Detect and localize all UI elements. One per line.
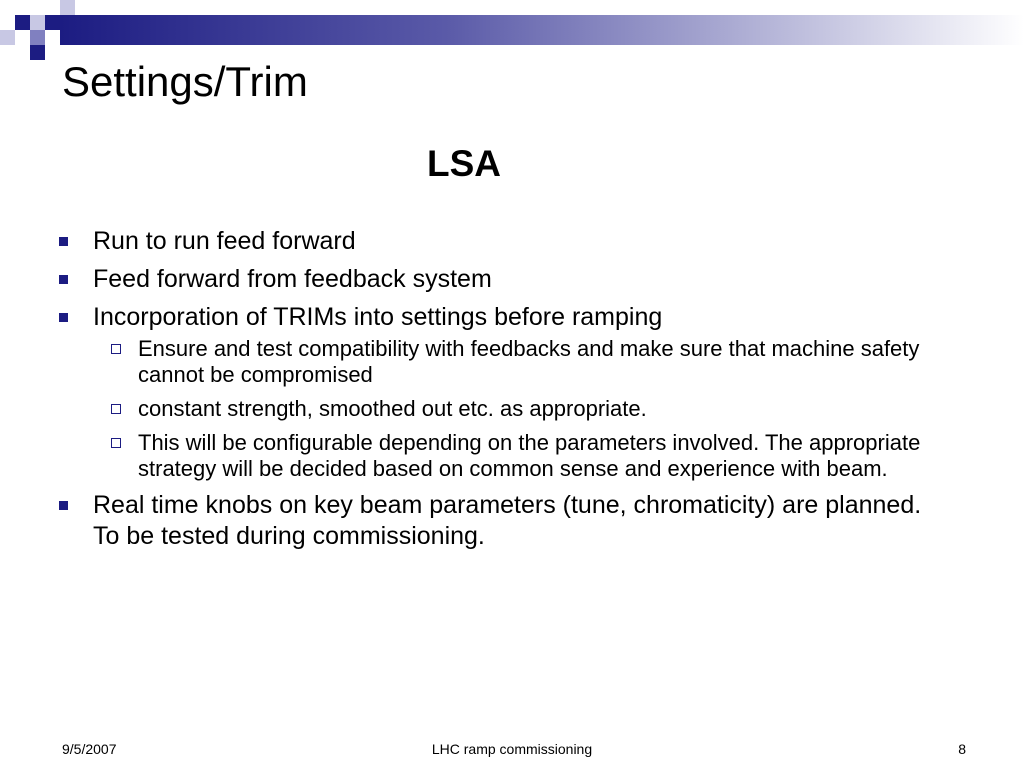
decor-square	[30, 15, 45, 30]
sub-list-item	[93, 396, 936, 422]
slide-subtitle: LSA	[427, 143, 501, 184]
decor-square	[0, 30, 15, 45]
hollow-square-bullet-icon	[111, 344, 121, 354]
list-item	[56, 226, 936, 257]
decor-square	[60, 0, 75, 15]
decor-square	[45, 15, 60, 30]
decor-square	[30, 30, 45, 45]
hollow-square-bullet-icon	[111, 404, 121, 414]
bullet-text: Run to run feed forward	[93, 227, 356, 255]
bullet-text: Incorporation of TRIMs into settings before ramping	[93, 303, 663, 331]
square-bullet-icon	[59, 275, 68, 284]
square-bullet-icon	[59, 313, 68, 322]
decor-square	[30, 45, 45, 60]
footer-title: LHC ramp commissioning	[431, 741, 593, 757]
sub-bullet-list	[56, 336, 936, 482]
decor-square	[15, 15, 30, 30]
sub-list-item	[93, 336, 936, 388]
page-number: 8	[958, 741, 966, 757]
square-bullet-icon	[59, 237, 68, 246]
header-gradient-bar	[60, 15, 1024, 45]
list-item	[56, 264, 936, 295]
list-item	[56, 302, 936, 333]
footer-date: 9/5/2007	[62, 741, 117, 757]
hollow-square-bullet-icon	[111, 438, 121, 448]
square-bullet-icon	[59, 501, 68, 510]
bullet-text: Real time knobs on key beam parameters (tune, chromaticity) are planned. To be tested during commissioning.	[93, 491, 922, 550]
sub-list-item	[93, 430, 936, 482]
sub-bullet-text: This will be configurable depending on the parameters involved. The appropriate strategy will be decided based on common sense and experience with beam.	[138, 430, 921, 481]
sub-bullet-text: constant strength, smoothed out etc. as appropriate.	[138, 396, 647, 421]
list-item	[56, 490, 936, 552]
slide-title: Settings/Trim	[62, 58, 308, 105]
sub-bullet-text: Ensure and test compatibility with feedbacks and make sure that machine safety cannot be compromised	[138, 336, 920, 387]
bullet-text: Feed forward from feedback system	[93, 265, 492, 293]
bullet-list	[56, 226, 936, 559]
